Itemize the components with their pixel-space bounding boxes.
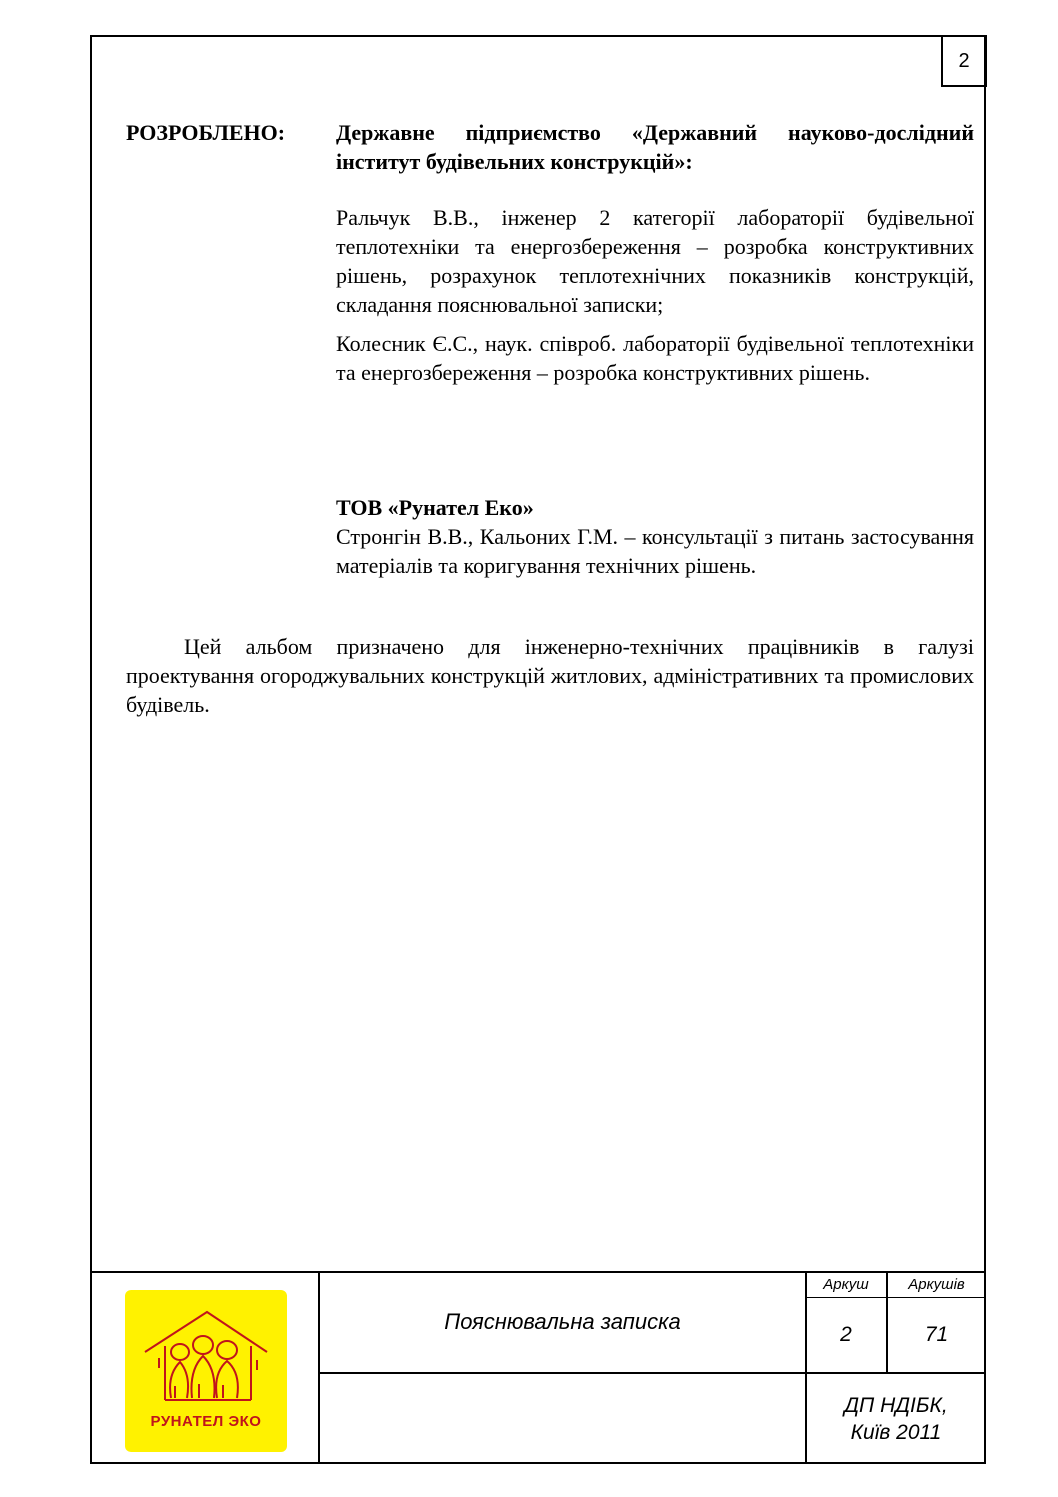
developed-label: РОЗРОБЛЕНО:: [126, 120, 286, 145]
company-name: ТОВ «Рунател Еко»: [336, 495, 534, 520]
company-contributors-text: Стронгін В.В., Кальоних Г.М. – консультації з питань застосування матеріалів та коригування технічних рішень.: [336, 524, 974, 578]
sheets-label: Аркушів: [908, 1276, 965, 1293]
contributor-text: Ральчук В.В., інженер 2 категорії лабораторії будівельної теплотехніки та енергозбереження – розробка конструктивних рішень, розрахунок теплотехнічних показників конструкцій, складання пояснювальної записки;: [336, 205, 974, 317]
developer-organization: Державне підприємство «Державний науково-дослідний інститут будівельних конструкцій»:: [336, 120, 974, 174]
sheet-value: 2: [840, 1323, 852, 1346]
intro-paragraph: Цей альбом призначено для інженерно-технічних працівників в галузі проектування огороджувальних конструкцій житлових, адміністративних та промислових будівель.: [126, 634, 974, 717]
organization-line-2: Київ 2011: [850, 1421, 942, 1444]
document-title: Пояснювальна записка: [444, 1309, 681, 1334]
organization-stamp: [806, 1374, 986, 1464]
contributor-kolesnyk: [336, 329, 974, 387]
sheets-value: 71: [924, 1323, 949, 1346]
organization-line-1: ДП НДІБК,: [844, 1394, 948, 1417]
runatel-eco-logo: [125, 1290, 287, 1452]
company-contributors: [336, 522, 974, 580]
page-number: 2: [941, 35, 987, 87]
sheet-label: Аркуш: [823, 1276, 869, 1293]
logo-text: РУНАТЕЛ ЭКО: [150, 1413, 262, 1430]
contributor-ralchuk: [336, 203, 974, 319]
contributor-text: Колесник Є.С., наук. співроб. лабораторії будівельної теплотехніки та енергозбереження – розробка конструктивних рішень.: [336, 331, 974, 385]
